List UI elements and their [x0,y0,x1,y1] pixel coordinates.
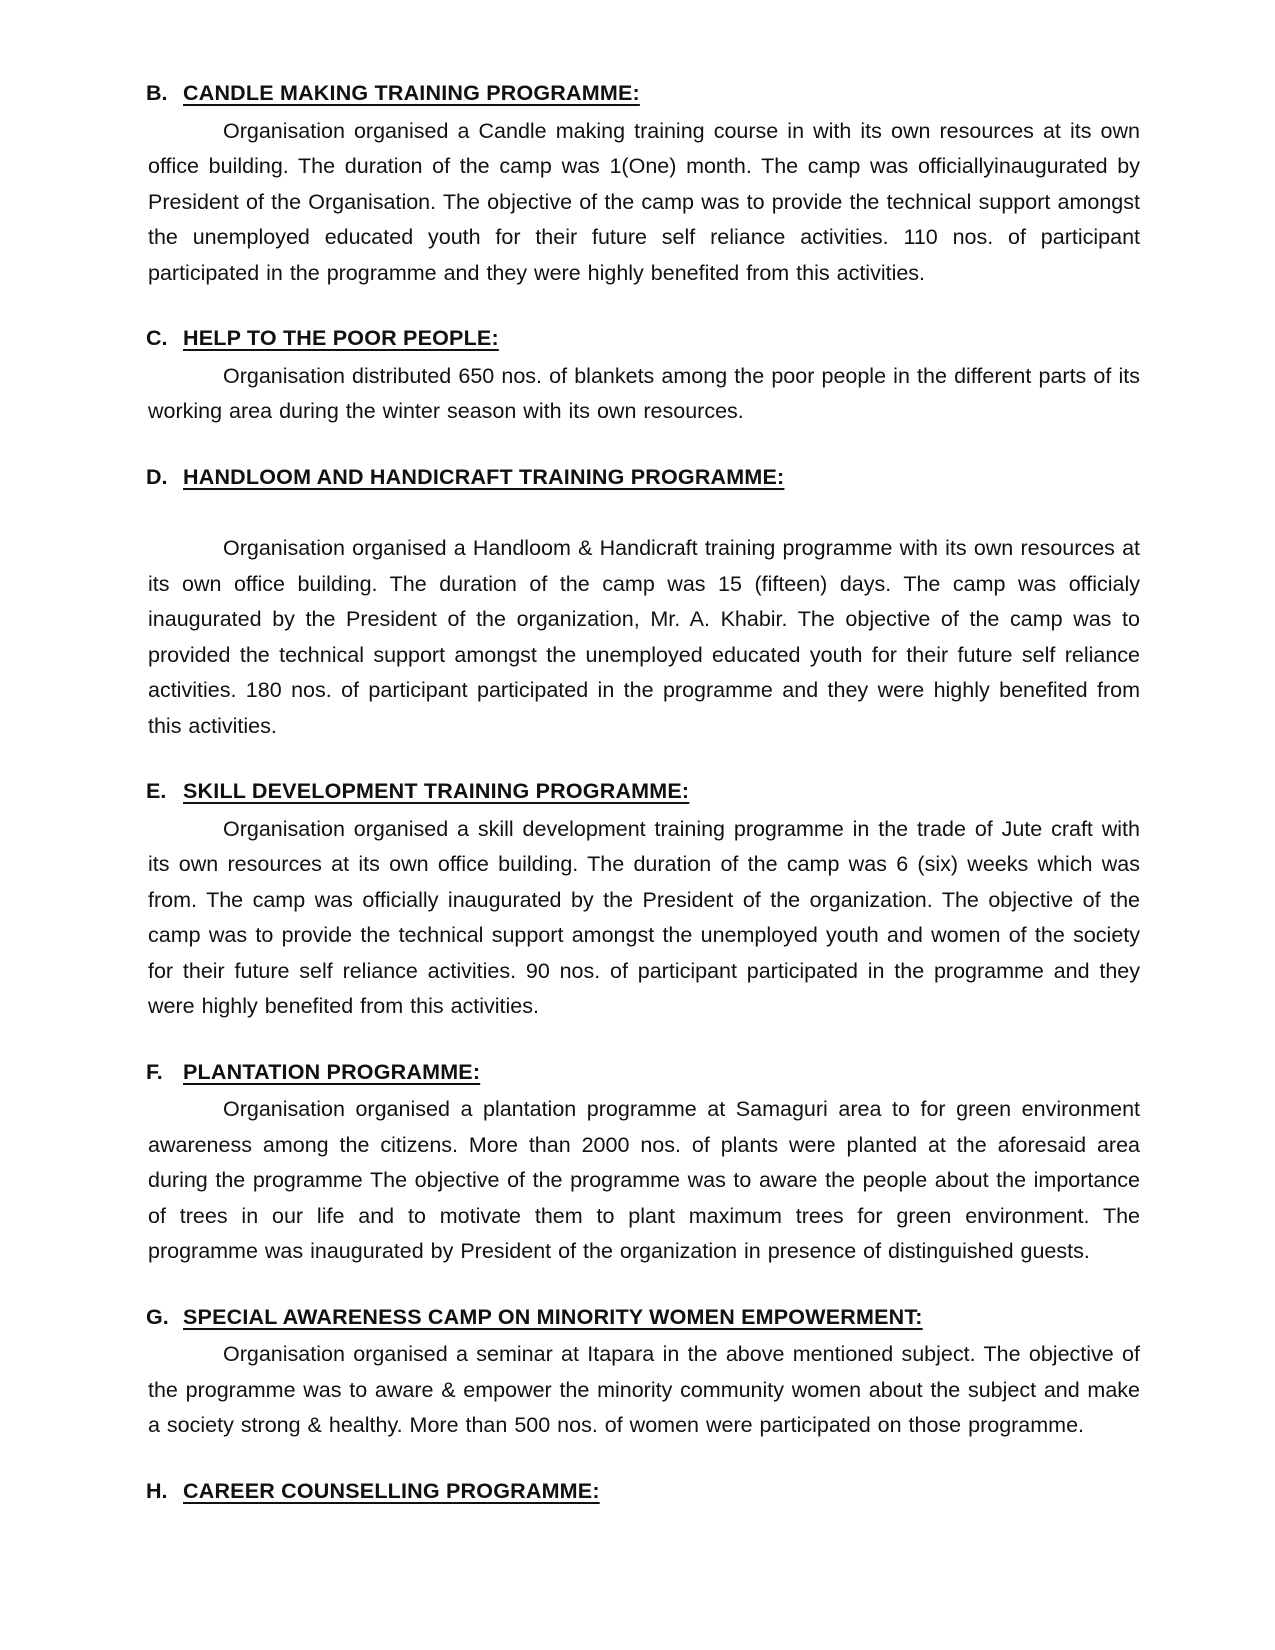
section-heading [146,1474,1140,1510]
section-title: HANDLOOM AND HANDICRAFT TRAINING PROGRAMME: [183,464,785,489]
section-title: SKILL DEVELOPMENT TRAINING PROGRAMME: [183,779,690,803]
section-paragraph: Organisation organised a seminar at Itapara in the above mentioned subject. The objective of the programme was to aware & empower the minority community women about the subject and make a society strong & healthy. More than 500 nos. of women were participated on those programme. [148,1342,1140,1437]
section-heading [146,321,1140,357]
section-heading [146,1055,1140,1091]
section-heading [146,774,1140,810]
section-title: CAREER COUNSELLING PROGRAMME: [183,1478,600,1503]
section-paragraph: Organisation distributed 650 nos. of blankets among the poor people in the different parts of its working area during the winter season with its own resources. [148,363,1140,423]
section-paragraph: Organisation organised a plantation programme at Samaguri area to for green environment awareness among the citizens. More than 2000 nos. of plants were planted at the aforesaid area during the programme The objective of the programme was to aware the people about the importance of trees in our life and to motivate them to plant maximum trees for green environment. The programme was inaugurated by President of the organization in presence of distinguished guests. [148,1097,1140,1263]
section-paragraph: Organisation organised a skill development training programme in the trade of Jute craft with its own resources at its own office building. The duration of the camp was 6 (six) weeks which was from. The camp was officially inaugurated by the President of the organization. The objective of the camp was to provide the technical support amongst the unemployed youth and women of the society for their future self reliance activities. 90 nos. of participant participated in the programme and they were highly benefited from this activities. [148,816,1140,1018]
section-minority-women-empowerment [148,1300,1140,1444]
section-label: B. [146,81,168,105]
section-plantation [148,1055,1140,1270]
section-help-poor-people [148,321,1140,430]
section-label: F. [146,1059,163,1084]
section-heading [146,76,1140,112]
section-title: PLANTATION PROGRAMME: [183,1059,481,1084]
section-label: E. [146,779,167,803]
section-paragraph: Organisation organised a Handloom & Handicraft training programme with its own resources at its own office building. The duration of the camp was 15 (fifteen) days. The camp was officialy inaugurated by the President of the organization, Mr. A. Khabir. The objective of the camp was to provided the technical support amongst the unemployed educated youth for their future self reliance activities. 180 nos. of participant participated in the programme and they were highly benefited from this activities. [148,536,1140,738]
section-heading [146,460,1140,496]
section-label: H. [146,1478,168,1503]
section-title: HELP TO THE POOR PEOPLE: [183,326,499,350]
section-career-counselling [148,1474,1140,1510]
section-paragraph: Organisation organised a Candle making training course in with its own resources at its own office building. The duration of the camp was 1(One) month. The camp was officiallyinaugurated by President of the Organisation. The objective of the camp was to provide the technical support amongst the unemployed educated youth for their future self reliance activities. 110 nos. of participant participated in the programme and they were highly benefited from this activities. [148,118,1140,285]
section-heading [146,1300,1140,1336]
section-title: CANDLE MAKING TRAINING PROGRAMME: [183,81,640,105]
section-handloom-handicraft [148,460,1140,745]
section-skill-development [148,774,1140,1025]
section-label: C. [146,326,168,350]
section-label: G. [146,1304,169,1329]
section-label: D. [146,464,168,489]
section-candle-making [148,76,1140,291]
section-title: SPECIAL AWARENESS CAMP ON MINORITY WOMEN EMPOWERMENT: [183,1304,923,1329]
